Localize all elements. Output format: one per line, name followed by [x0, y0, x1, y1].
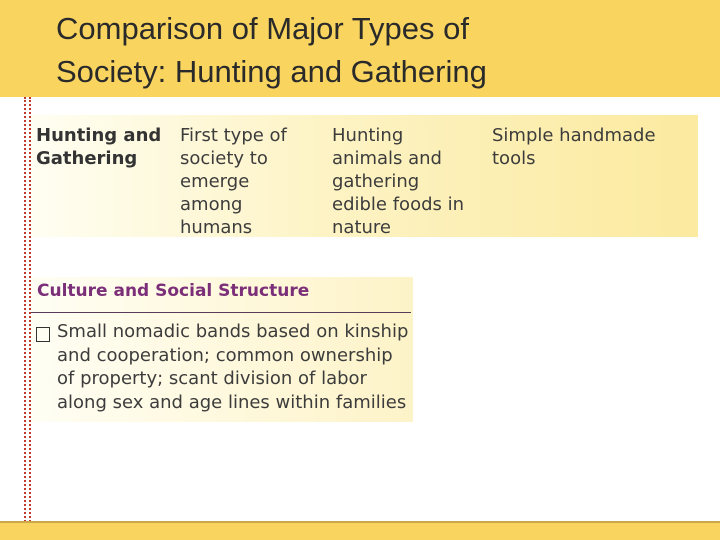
society-table-row	[31, 115, 698, 237]
society-type-cell: Hunting and Gathering	[36, 125, 162, 169]
subsistence-cell: Hunting animals and gathering edible foods in nature	[332, 125, 465, 238]
technology-cell: Simple handmade tools	[492, 125, 656, 169]
culture-social-structure-box	[31, 277, 413, 422]
culture-box-title: Culture and Social Structure	[37, 281, 310, 301]
society-description-cell: First type of society to emerge among humans	[180, 125, 287, 238]
slide-title-line-2: Society: Hunting and Gathering	[56, 54, 487, 89]
left-dotted-rail	[24, 97, 31, 522]
culture-box-text: Small nomadic bands based on kinship and cooperation; common ownership of property; scant division of labor along sex and age lines within families	[57, 321, 409, 413]
footer-band	[0, 521, 720, 540]
culture-box-divider	[31, 312, 411, 313]
slide-title	[56, 7, 696, 93]
title-band	[0, 0, 720, 97]
slide-title-line-1: Comparison of Major Types of	[56, 11, 469, 46]
bullet-box-icon	[36, 327, 50, 342]
